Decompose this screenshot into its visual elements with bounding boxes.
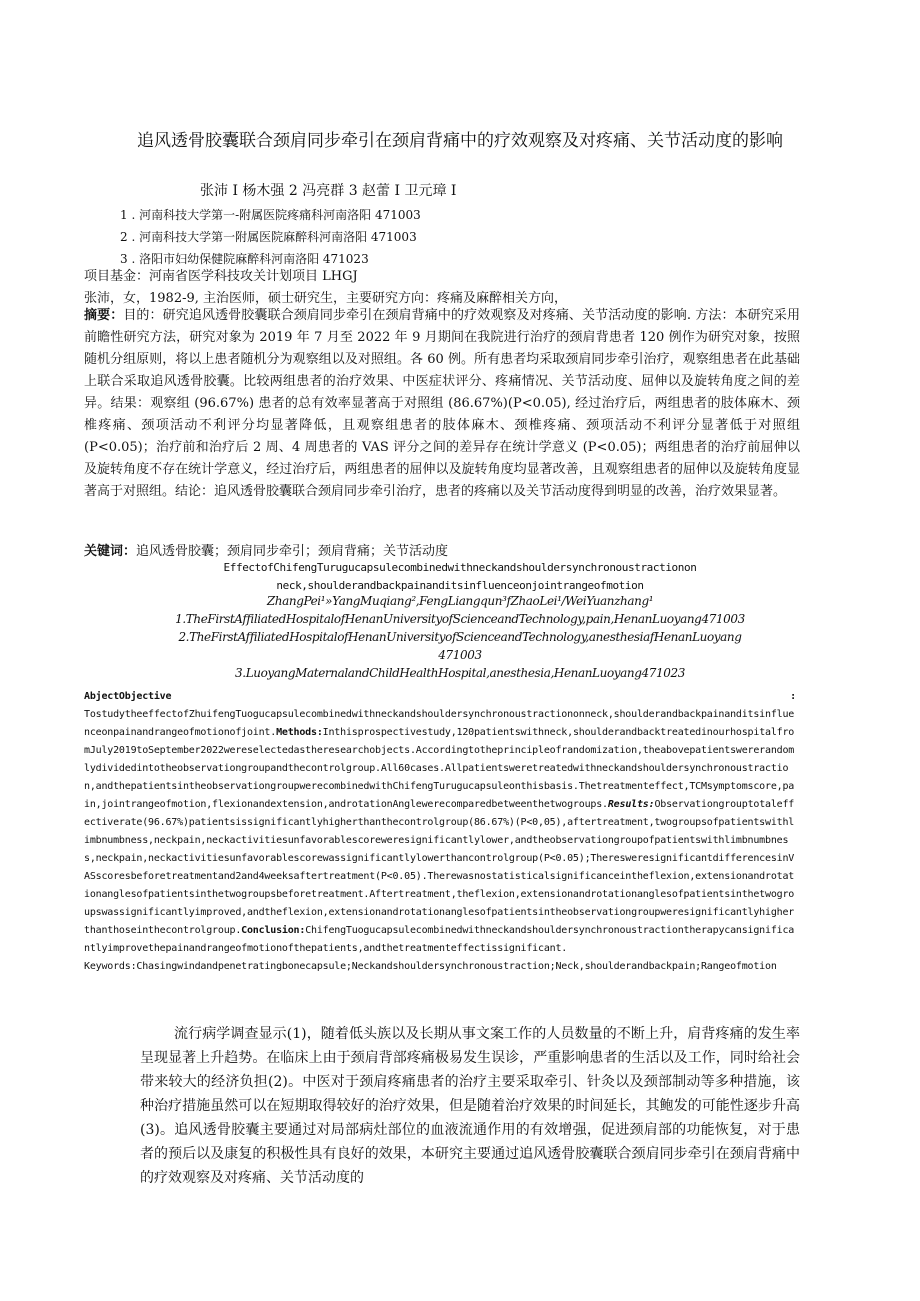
abstract-en — [84, 688, 796, 976]
keywords-cn-text: 追风透骨胶囊；颈肩同步牵引；颈肩背痛；关节活动度 — [136, 544, 449, 559]
authors-en: ZhangPei¹»YangMuqiang²,FengLiangqun³fZhaoLei¹/WeiYuanzhang¹ — [266, 594, 654, 608]
abstract-cn — [84, 305, 800, 503]
title-en-line-1: EffectofChifengTurugucapsulecombinedwithneckandshouldersynchronoustractionon — [223, 561, 697, 574]
affiliation-en-2-cont: 471003 — [438, 648, 482, 662]
methods-label: Methods: — [276, 727, 323, 738]
abstract-en-results: Observationgrouptotaleffectiverate(96.67%)patientsissignificantlyhigherthanthecontrolgroup(86.67%)(P<0,05),aftertreatment,twogroupsofpatientswithlimbnumbness,neckpain,neckactivitiesunfavorablescoreweresignificantlylower,andtheobservationgroupofpatientswithlimbnumbness,neckpain,neckactivitiesunfavorablescorewassignificantlylowerthancontrolgroup(P<0.05);TheresweresignificantdifferencesinVASscoresbeforetreatmentand2and4weeksaftertreatment(P<0.05).Therewasnostatisticalsignificanceintheflexion,extensionandrotationanglesofpatientsinthetwogroupsbeforetreatment.Aftertreatment,theflexion,extensionandrotationanglesofpatientsinthetwogroupswassignificantlyimproved,andtheflexion,extensionandrotationanglesofpatientsintheobservationgroupweresignificantlyhigherthanthoseinthecontrolgroup. — [84, 799, 795, 936]
abstract-en-colon: : — [790, 691, 796, 702]
abstract-en-heading — [84, 688, 796, 706]
keywords-cn — [84, 540, 448, 559]
affiliation-en-3: 3.LuoyangMaternalandChildHealthHospital,anesthesia,HenanLuoyang471023 — [235, 666, 685, 680]
body-paragraph: 流行病学调查显示(1)，随着低头族以及长期从事文案工作的人员数量的不断上升，肩背疼痛的发生率呈现显著上升趋势。在临床上由于颈肩背部疼痛极易发生误诊，严重影响患者的生活以及工作，同时给社会带来较大的经济负担(2)。中医对于颈肩疼痛患者的治疗主要采取牵引、针灸以及颈部制动等多种措施，该种治疗措施虽然可以在短期取得较好的治疗效果，但是随着治疗效果的时间延长，其鲍发的可能性逐步升高(3)。追风透骨胶囊主要通过对局部病灶部位的血液流通作用的有效增强，促进颈肩部的功能恢复，对于患者的预后以及康复的积极性具有良好的效果，本研究主要通过追风透骨胶囊联合颈肩同步牵引在颈肩背痛中的疗效观察及对疼痛、关节活动度的 — [140, 1026, 800, 1186]
conclusion-label: Conclusion: — [241, 925, 306, 936]
affiliation-en-1: 1.TheFirstAffiliatedHospitalofHenanUniversityofScienceandTechnology,pain,HenanLuoyang471003 — [175, 612, 745, 626]
keywords-cn-label: 关键词： — [84, 544, 137, 559]
affiliation-cn-3: 3 . 洛阳市妇幼保健院麻醉科河南洛阳 471023 — [120, 252, 369, 266]
affiliation-cn-2: 2 . 河南科技大学第一附属医院麻醉科河南洛阳 471003 — [120, 230, 417, 244]
abstract-en-methods: Inthisprospectivestudy,120patientswithneck,shoulderandbacktreatedinourhospitalfromJuly2019toSeptember2022wereselectedastheresearchobjects.Accordingtotheprincipleofrandomization,theabovepatientswererandomlydividedintotheobservationgroupandthecontrolgroup.All60cases.Allpatientsweretreatedwithneckandshouldersynchronoustraction,andthepatientsintheobservationgroupwerecombinedwithChifengTurugucapsuleonthisbasis.Thetreatmenteffect,TCMsymptomscore,pain,jointrangeofmotion,flexionandextension,androtationAnglewerecomparedbetweenthetwogroups. — [84, 727, 795, 810]
keywords-en: Keywords:Chasingwindandpenetratingbonecapsule;Neckandshouldersynchronoustraction;Neck,shoulderandbackpain;Rangeofmotion — [84, 961, 777, 972]
abstract-cn-label: 摘要： — [84, 308, 124, 323]
abstract-en-label: AbjectObjective — [84, 691, 172, 702]
title-en-line-2: neck,shoulderandbackpainanditsinfluenceonjointrangeofmotion — [276, 579, 644, 592]
paper-title: 追风透骨胶囊联合颈肩同步牵引在颈肩背痛中的疗效观察及对疼痛、关节活动度的影响 — [137, 131, 783, 151]
abstract-cn-text: 目的：研究追风透骨胶囊联合颈肩同步牵引在颈肩背痛中的疗效观察及对疼痛、关节活动度的影响. 方法：本研究采用前瞻性研究方法，研究对象为 2019 年 7 月至 2022 年 9 月期间在我院进行治疗的颈肩背患者 120 例作为研究对象，按照随机分组原则，将以上患者随机分为观察组以及对照组。各 60 例。所有患者均采取颈肩同步牵引治疗，观察组患者在此基础上联合采取追风透骨胶囊。比较两组患者的治疗效果、中医症状评分、疼痛情况、关节活动度、屈伸以及旋转角度之间的差异。结果：观察组 (96.67%) 患者的总有效率显著高于对照组 (86.67%)(P<0.05), 经过治疗后，两组患者的肢体麻木、颈椎疼痛、颈项活动不利评分均显著降低，且观察组患者的肢体麻木、颈椎疼痛、颈项活动不利评分显著低于对照组 (P<0.05)；治疗前和治疗后 2 周、4 周患者的 VAS 评分之间的差异存在统计学意义 (P<0.05)；两组患者的治疗前屈伸以及旋转角度不存在统计学意义，经过治疗后，两组患者的屈伸以及旋转角度均显著改善，且观察组患者的屈伸以及旋转角度显著高于对照组。结论：追风透骨胶囊联合颈肩同步牵引治疗，患者的疼痛以及关节活动度得到明显的改善，治疗效果显著。 — [84, 308, 800, 499]
abstract-en-conclusion: ChifengTuogucapsulecombinedwithneckandshouldersynchronoustractiontherapycansignificantlyimprovethepainandrangeofmotionofthepatients,andthetreatmenteffectissignificant. — [84, 925, 795, 954]
fund-line: 项目基金：河南省医学科技攻关计划项目 LHGJ — [84, 269, 358, 284]
author-bio: 张沛，女，1982-9, 主治医师，硕士研究生，主要研究方向：疼痛及麻醉相关方向， — [84, 291, 568, 306]
abstract-en-body — [84, 706, 796, 958]
affiliation-cn-1: 1 . 河南科技大学第一-附属医院疼痛科河南洛阳 471003 — [120, 208, 421, 222]
affiliation-en-2: 2.TheFirstAffiliatedHospitalofHenanUniversityofScienceandTechnology,anesthesiafHenanLuoyang — [178, 630, 742, 644]
authors-cn: 张沛 I 杨木强 2 冯亮群 3 赵蕾 I 卫元璋 I — [200, 183, 457, 199]
abstract-en-objective: TostudytheeffectofZhuifengTuogucapsulecombinedwithneckandshouldersynchronoustractiononneck,shoulderandbackpainanditsinfluenceonpainandrangeofmotionofjoint. — [84, 709, 795, 738]
results-label: Results: — [607, 799, 655, 810]
